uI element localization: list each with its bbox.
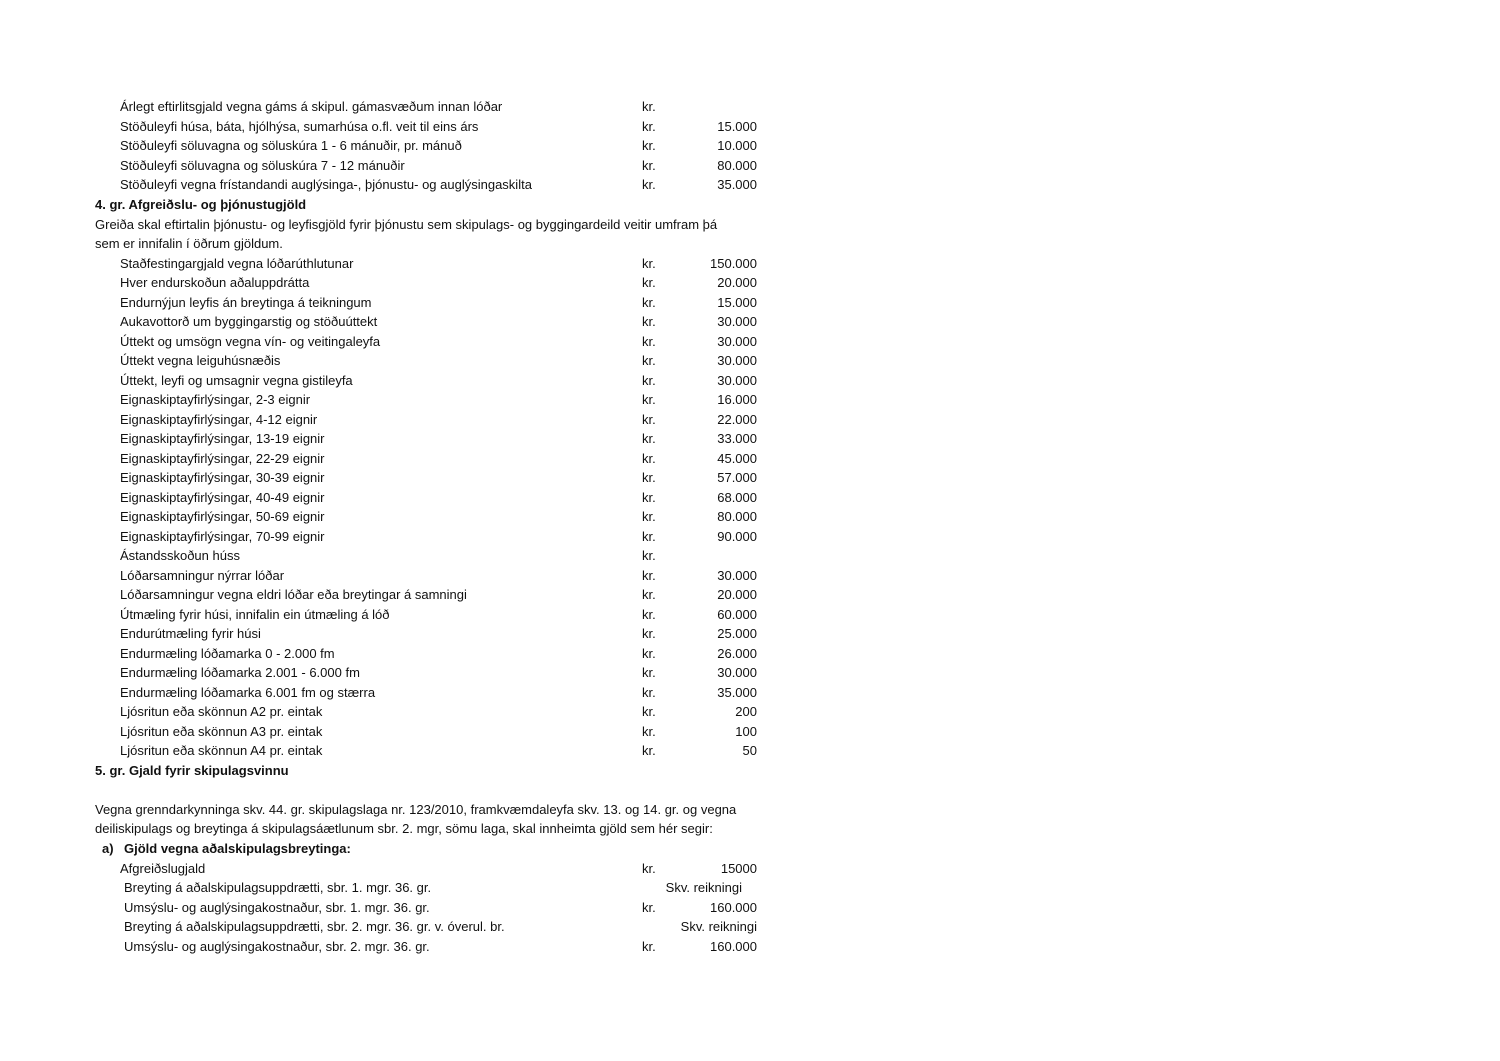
fee-row	[95, 663, 765, 683]
fee-label: Lóðarsamningur vegna eldri lóðar eða breytingar á samningi	[120, 587, 467, 602]
fee-amount: 50	[742, 743, 757, 758]
fee-amount: 25.000	[717, 626, 757, 641]
fee-amount: 16.000	[717, 392, 757, 407]
fee-row	[95, 175, 765, 195]
fee-label: Úttekt, leyfi og umsagnir vegna gistileyfa	[120, 372, 353, 388]
currency-label: kr.	[642, 684, 656, 700]
fee-amount: 90.000	[717, 528, 757, 544]
fee-label: Ástandsskoðun húss	[120, 548, 240, 563]
currency-label: kr.	[642, 626, 656, 641]
fee-label: Breyting á aðalskipulagsuppdrætti, sbr. 1. mgr. 36. gr.	[124, 880, 432, 895]
currency-label: kr.	[642, 489, 656, 505]
fee-row	[95, 312, 765, 332]
fee-row	[95, 351, 765, 371]
fee-row	[95, 429, 765, 449]
fee-row	[95, 254, 765, 274]
fee-row	[95, 722, 765, 742]
currency-label: kr.	[642, 99, 656, 114]
fee-row	[95, 937, 765, 957]
fee-row	[95, 898, 765, 918]
fee-row	[95, 293, 765, 313]
currency-label: kr.	[642, 294, 656, 310]
fee-amount: 80.000	[717, 509, 757, 524]
fee-row	[95, 878, 765, 898]
currency-label: kr.	[642, 275, 656, 290]
currency-label: kr.	[642, 138, 656, 153]
section-5-intro-line-2: deiliskipulags og breytinga á skipulagsáætlunum sbr. 2. mgr, sömu laga, skal innheimta gjöld sem hér segir:	[95, 821, 713, 836]
fee-amount: 15.000	[717, 118, 757, 134]
currency-label: kr.	[642, 899, 656, 915]
fee-label: Stöðuleyfi vegna frístandandi auglýsinga-, þjónustu- og auglýsingaskilta	[120, 177, 532, 192]
currency-label: kr.	[642, 372, 656, 388]
fee-label: Aukavottorð um byggingarstig og stöðuúttekt	[120, 314, 378, 329]
section-4-heading: 4. gr. Afgreiðslu- og þjónustugjöld	[95, 196, 307, 212]
fee-amount: 35.000	[717, 177, 757, 192]
fee-label: Afgreiðslugjald	[120, 860, 206, 876]
fee-amount: 100	[735, 723, 757, 739]
section-4-fee-list	[95, 254, 765, 761]
currency-label: kr.	[642, 255, 656, 271]
fee-amount: 33.000	[717, 431, 757, 446]
fee-label: Eignaskiptayfirlýsingar, 50-69 eignir	[120, 509, 325, 524]
subsection-a-marker: a)	[102, 840, 114, 856]
currency-label: kr.	[642, 567, 656, 583]
fee-label: Útmæling fyrir húsi, innifalin ein útmæling á lóð	[120, 606, 390, 622]
fee-row	[95, 156, 765, 176]
fee-amount: 35.000	[717, 684, 757, 700]
currency-label: kr.	[642, 938, 656, 954]
currency-label: kr.	[642, 606, 656, 622]
fee-row	[95, 488, 765, 508]
fee-label: Úttekt og umsögn vegna vín- og veitingaleyfa	[120, 333, 381, 349]
fee-amount: 68.000	[717, 489, 757, 505]
currency-label: kr.	[642, 548, 656, 563]
fee-amount: 30.000	[717, 665, 757, 680]
fee-amount: 160.000	[710, 899, 757, 915]
fee-row	[95, 702, 765, 722]
fee-label: Endurmæling lóðamarka 2.001 - 6.000 fm	[120, 665, 360, 680]
fee-row	[95, 449, 765, 469]
currency-label: kr.	[642, 470, 656, 485]
section-4-intro-line-1: Greiða skal eftirtalin þjónustu- og leyfisgjöld fyrir þjónustu sem skipulags- og byggingardeild veitir umfram þá	[95, 216, 718, 232]
currency-label: kr.	[642, 665, 656, 680]
fee-label: Endurútmæling fyrir húsi	[120, 626, 261, 641]
fee-row	[95, 859, 765, 879]
fee-label: Stöðuleyfi húsa, báta, hjólhýsa, sumarhúsa o.fl. veit til eins árs	[120, 118, 479, 134]
currency-label: kr.	[642, 743, 656, 758]
fee-amount: 30.000	[717, 333, 757, 349]
fee-row	[95, 683, 765, 703]
section-5-fee-list	[95, 859, 765, 957]
currency-label: kr.	[642, 860, 656, 876]
fee-row	[95, 332, 765, 352]
fee-label: Ljósritun eða skönnun A4 pr. eintak	[120, 743, 323, 758]
fee-amount: 160.000	[710, 938, 757, 954]
fee-row	[95, 390, 765, 410]
fee-row	[95, 97, 765, 117]
currency-label: kr.	[642, 509, 656, 524]
currency-label: kr.	[642, 723, 656, 739]
fee-label: Breyting á aðalskipulagsuppdrætti, sbr. 2. mgr. 36. gr. v. óverul. br.	[124, 919, 505, 934]
fee-label: Stöðuleyfi söluvagna og söluskúra 1 - 6 mánuðir, pr. mánuð	[120, 138, 462, 153]
fee-amount: 20.000	[717, 587, 757, 602]
section-5-heading: 5. gr. Gjald fyrir skipulagsvinnu	[95, 762, 289, 778]
currency-label: kr.	[642, 450, 656, 466]
fee-row	[95, 585, 765, 605]
currency-label: kr.	[642, 645, 656, 661]
spacer	[95, 781, 765, 800]
section-4-intro-line-2: sem er innifalin í öðrum gjöldum.	[95, 236, 283, 251]
fee-row	[95, 117, 765, 137]
fee-amount: Skv. reikningi	[665, 880, 742, 895]
fee-label: Eignaskiptayfirlýsingar, 4-12 eignir	[120, 411, 318, 427]
fee-amount: Skv. reikningi	[680, 919, 757, 934]
currency-label: kr.	[642, 177, 656, 192]
fee-row	[95, 644, 765, 664]
fee-label: Endurmæling lóðamarka 0 - 2.000 fm	[120, 645, 335, 661]
section-3-tail	[95, 97, 765, 195]
fee-label: Ljósritun eða skönnun A3 pr. eintak	[120, 723, 323, 739]
fee-amount: 150.000	[710, 255, 757, 271]
fee-label: Endurmæling lóðamarka 6.001 fm og stærra	[120, 684, 376, 700]
fee-label: Úttekt vegna leiguhúsnæðis	[120, 353, 281, 368]
fee-label: Eignaskiptayfirlýsingar, 40-49 eignir	[120, 489, 325, 505]
fee-amount: 30.000	[717, 353, 757, 368]
fee-amount: 80.000	[717, 157, 757, 173]
fee-row	[95, 371, 765, 391]
currency-label: kr.	[642, 353, 656, 368]
fee-row	[95, 546, 765, 566]
currency-label: kr.	[642, 587, 656, 602]
fee-label: Eignaskiptayfirlýsingar, 13-19 eignir	[120, 431, 325, 446]
fee-row	[95, 917, 765, 937]
currency-label: kr.	[642, 431, 656, 446]
currency-label: kr.	[642, 314, 656, 329]
fee-amount: 26.000	[717, 645, 757, 661]
currency-label: kr.	[642, 333, 656, 349]
fee-amount: 57.000	[717, 470, 757, 485]
fee-amount: 10.000	[717, 138, 757, 153]
fee-amount: 30.000	[717, 567, 757, 583]
fee-amount: 15.000	[717, 294, 757, 310]
currency-label: kr.	[642, 528, 656, 544]
fee-label: Staðfestingargjald vegna lóðarúthlutunar	[120, 255, 354, 271]
fee-label: Umsýslu- og auglýsingakostnaður, sbr. 2. mgr. 36. gr.	[124, 938, 430, 954]
fee-amount: 45.000	[717, 450, 757, 466]
fee-label: Árlegt eftirlitsgjald vegna gáms á skipul. gámasvæðum innan lóðar	[120, 99, 503, 114]
fee-row	[95, 566, 765, 586]
fee-row	[95, 410, 765, 430]
fee-row	[95, 273, 765, 293]
fee-row	[95, 741, 765, 761]
fee-label: Ljósritun eða skönnun A2 pr. eintak	[120, 704, 323, 719]
fee-amount: 15000	[720, 860, 757, 876]
currency-label: kr.	[642, 411, 656, 427]
fee-amount: 20.000	[717, 275, 757, 290]
currency-label: kr.	[642, 157, 656, 173]
fee-label: Umsýslu- og auglýsingakostnaður, sbr. 1. mgr. 36. gr.	[124, 899, 430, 915]
fee-row	[95, 624, 765, 644]
fee-amount: 22.000	[717, 411, 757, 427]
fee-label: Lóðarsamningur nýrrar lóðar	[120, 567, 285, 583]
fee-label: Eignaskiptayfirlýsingar, 2-3 eignir	[120, 392, 311, 407]
fee-row	[95, 507, 765, 527]
subsection-a-title: Gjöld vegna aðalskipulagsbreytinga:	[124, 840, 351, 856]
fee-label: Stöðuleyfi söluvagna og söluskúra 7 - 12 mánuðir	[120, 157, 405, 173]
fee-label: Eignaskiptayfirlýsingar, 70-99 eignir	[120, 528, 325, 544]
fee-row	[95, 605, 765, 625]
fee-label: Hver endurskoðun aðaluppdrátta	[120, 275, 310, 290]
fee-amount: 60.000	[717, 606, 757, 622]
fee-row	[95, 136, 765, 156]
fee-amount: 30.000	[717, 314, 757, 329]
fee-amount: 200	[735, 704, 757, 719]
currency-label: kr.	[642, 392, 656, 407]
fee-row	[95, 527, 765, 547]
fee-row	[95, 468, 765, 488]
currency-label: kr.	[642, 118, 656, 134]
document-content	[95, 97, 765, 956]
section-5-intro-line-1: Vegna grenndarkynninga skv. 44. gr. skipulagslaga nr. 123/2010, framkvæmdaleyfa skv. 13. og 14. gr. og vegna	[95, 801, 737, 817]
fee-label: Eignaskiptayfirlýsingar, 30-39 eignir	[120, 470, 325, 485]
fee-label: Eignaskiptayfirlýsingar, 22-29 eignir	[120, 450, 325, 466]
currency-label: kr.	[642, 704, 656, 719]
fee-label: Endurnýjun leyfis án breytinga á teikningum	[120, 294, 372, 310]
fee-amount: 30.000	[717, 372, 757, 388]
subsection-a-heading	[95, 839, 765, 859]
